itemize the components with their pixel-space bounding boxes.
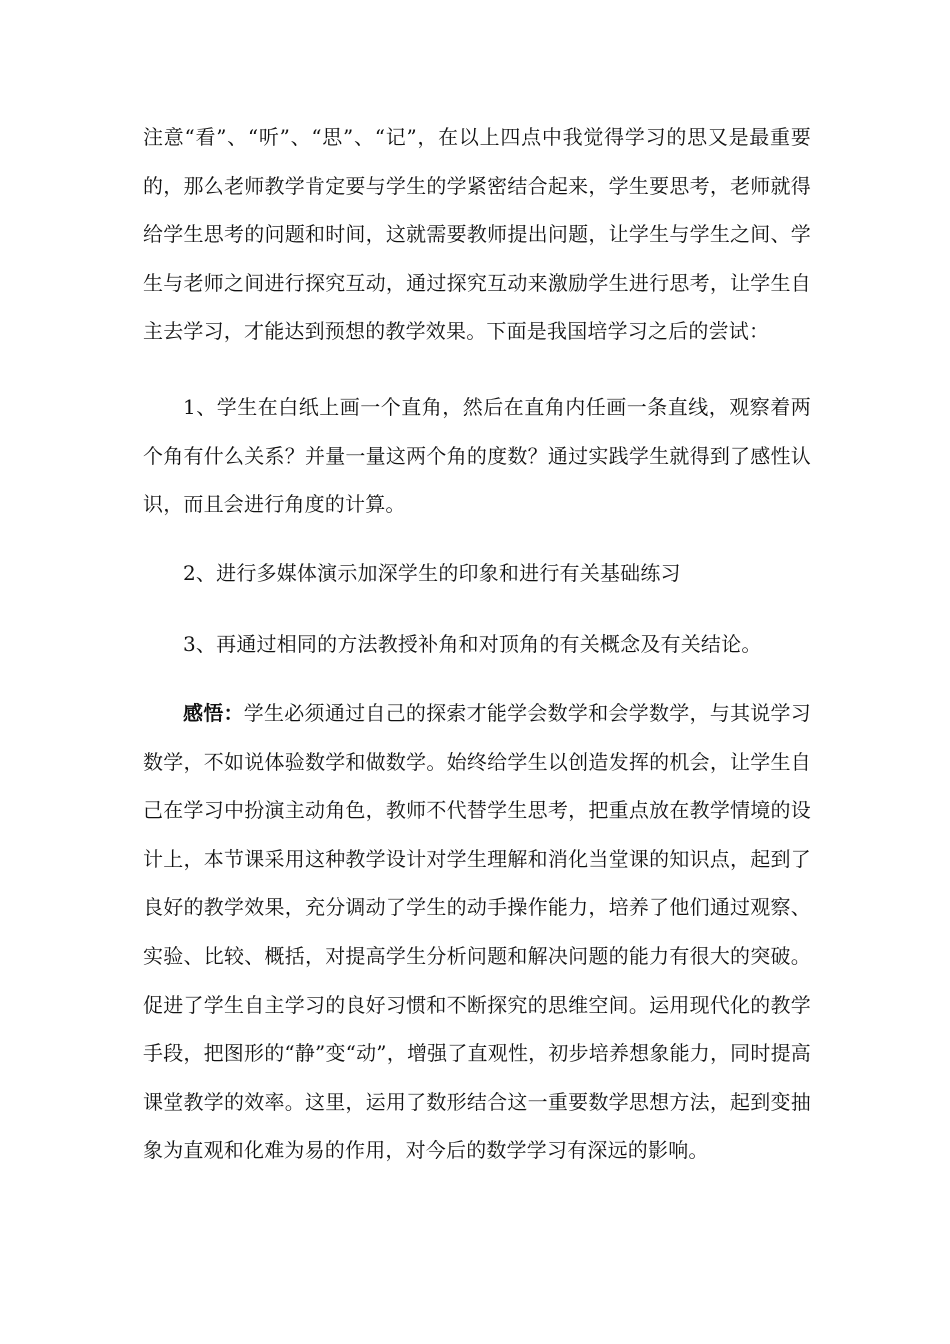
intro-paragraph: 注意“看”、“听”、“思”、“记”，在以上四点中我觉得学习的思又是最重要的，那么老师教学肯定要与学生的学紧密结合起来，学生要思考，老师就得给学生思考的问题和时间，这就需要教师提出问题，让学生与学生之间、学生与老师之间进行探究互动，通过探究互动来激励学生进行思考，让学生自主去学习，才能达到预想的教学效果。下面是我国培学习之后的尝试： — [143, 125, 811, 344]
reflection-text: 学生必须通过自己的探索才能学会数学和会学数学，与其说学习数学，不如说体验数学和做数学。始终给学生以创造发挥的机会，让学生自己在学习中扮演主动角色，教师不代替学生思考，把重点放在教学情境的设计上，本节课采用这种教学设计对学生理解和消化当堂课的知识点，起到了良好的教学效果，充分调动了学生的动手操作能力，培养了他们通过观察、实验、比较、概括，对提高学生分析问题和解决问题的能力有很大的突破。促进了学生自主学习的良好习惯和不断探究的思维空间。运用现代化的教学手段，把图形的“静”变“动”，增强了直观性，初步培养想象能力，同时提高课堂教学的效率。这里，运用了数形结合这一重要数学思想方法，起到变抽象为直观和化难为易的作用，对今后的数学学习有深远的影响。 — [143, 701, 811, 1163]
step-1-paragraph: 1、学生在白纸上画一个直角，然后在直角内任画一条直线，观察着两个角有什么关系？并量一量这两个角的度数？通过实践学生就得到了感性认识，而且会进行角度的计算。 — [143, 395, 811, 517]
reflection-label: 感悟： — [183, 701, 244, 725]
step-2-paragraph: 2、进行多媒体演示加深学生的印象和进行有关基础练习 — [183, 561, 681, 585]
reflection-paragraph — [143, 689, 811, 1175]
step-3-paragraph: 3、再通过相同的方法教授补角和对顶角的有关概念及有关结论。 — [183, 632, 762, 656]
